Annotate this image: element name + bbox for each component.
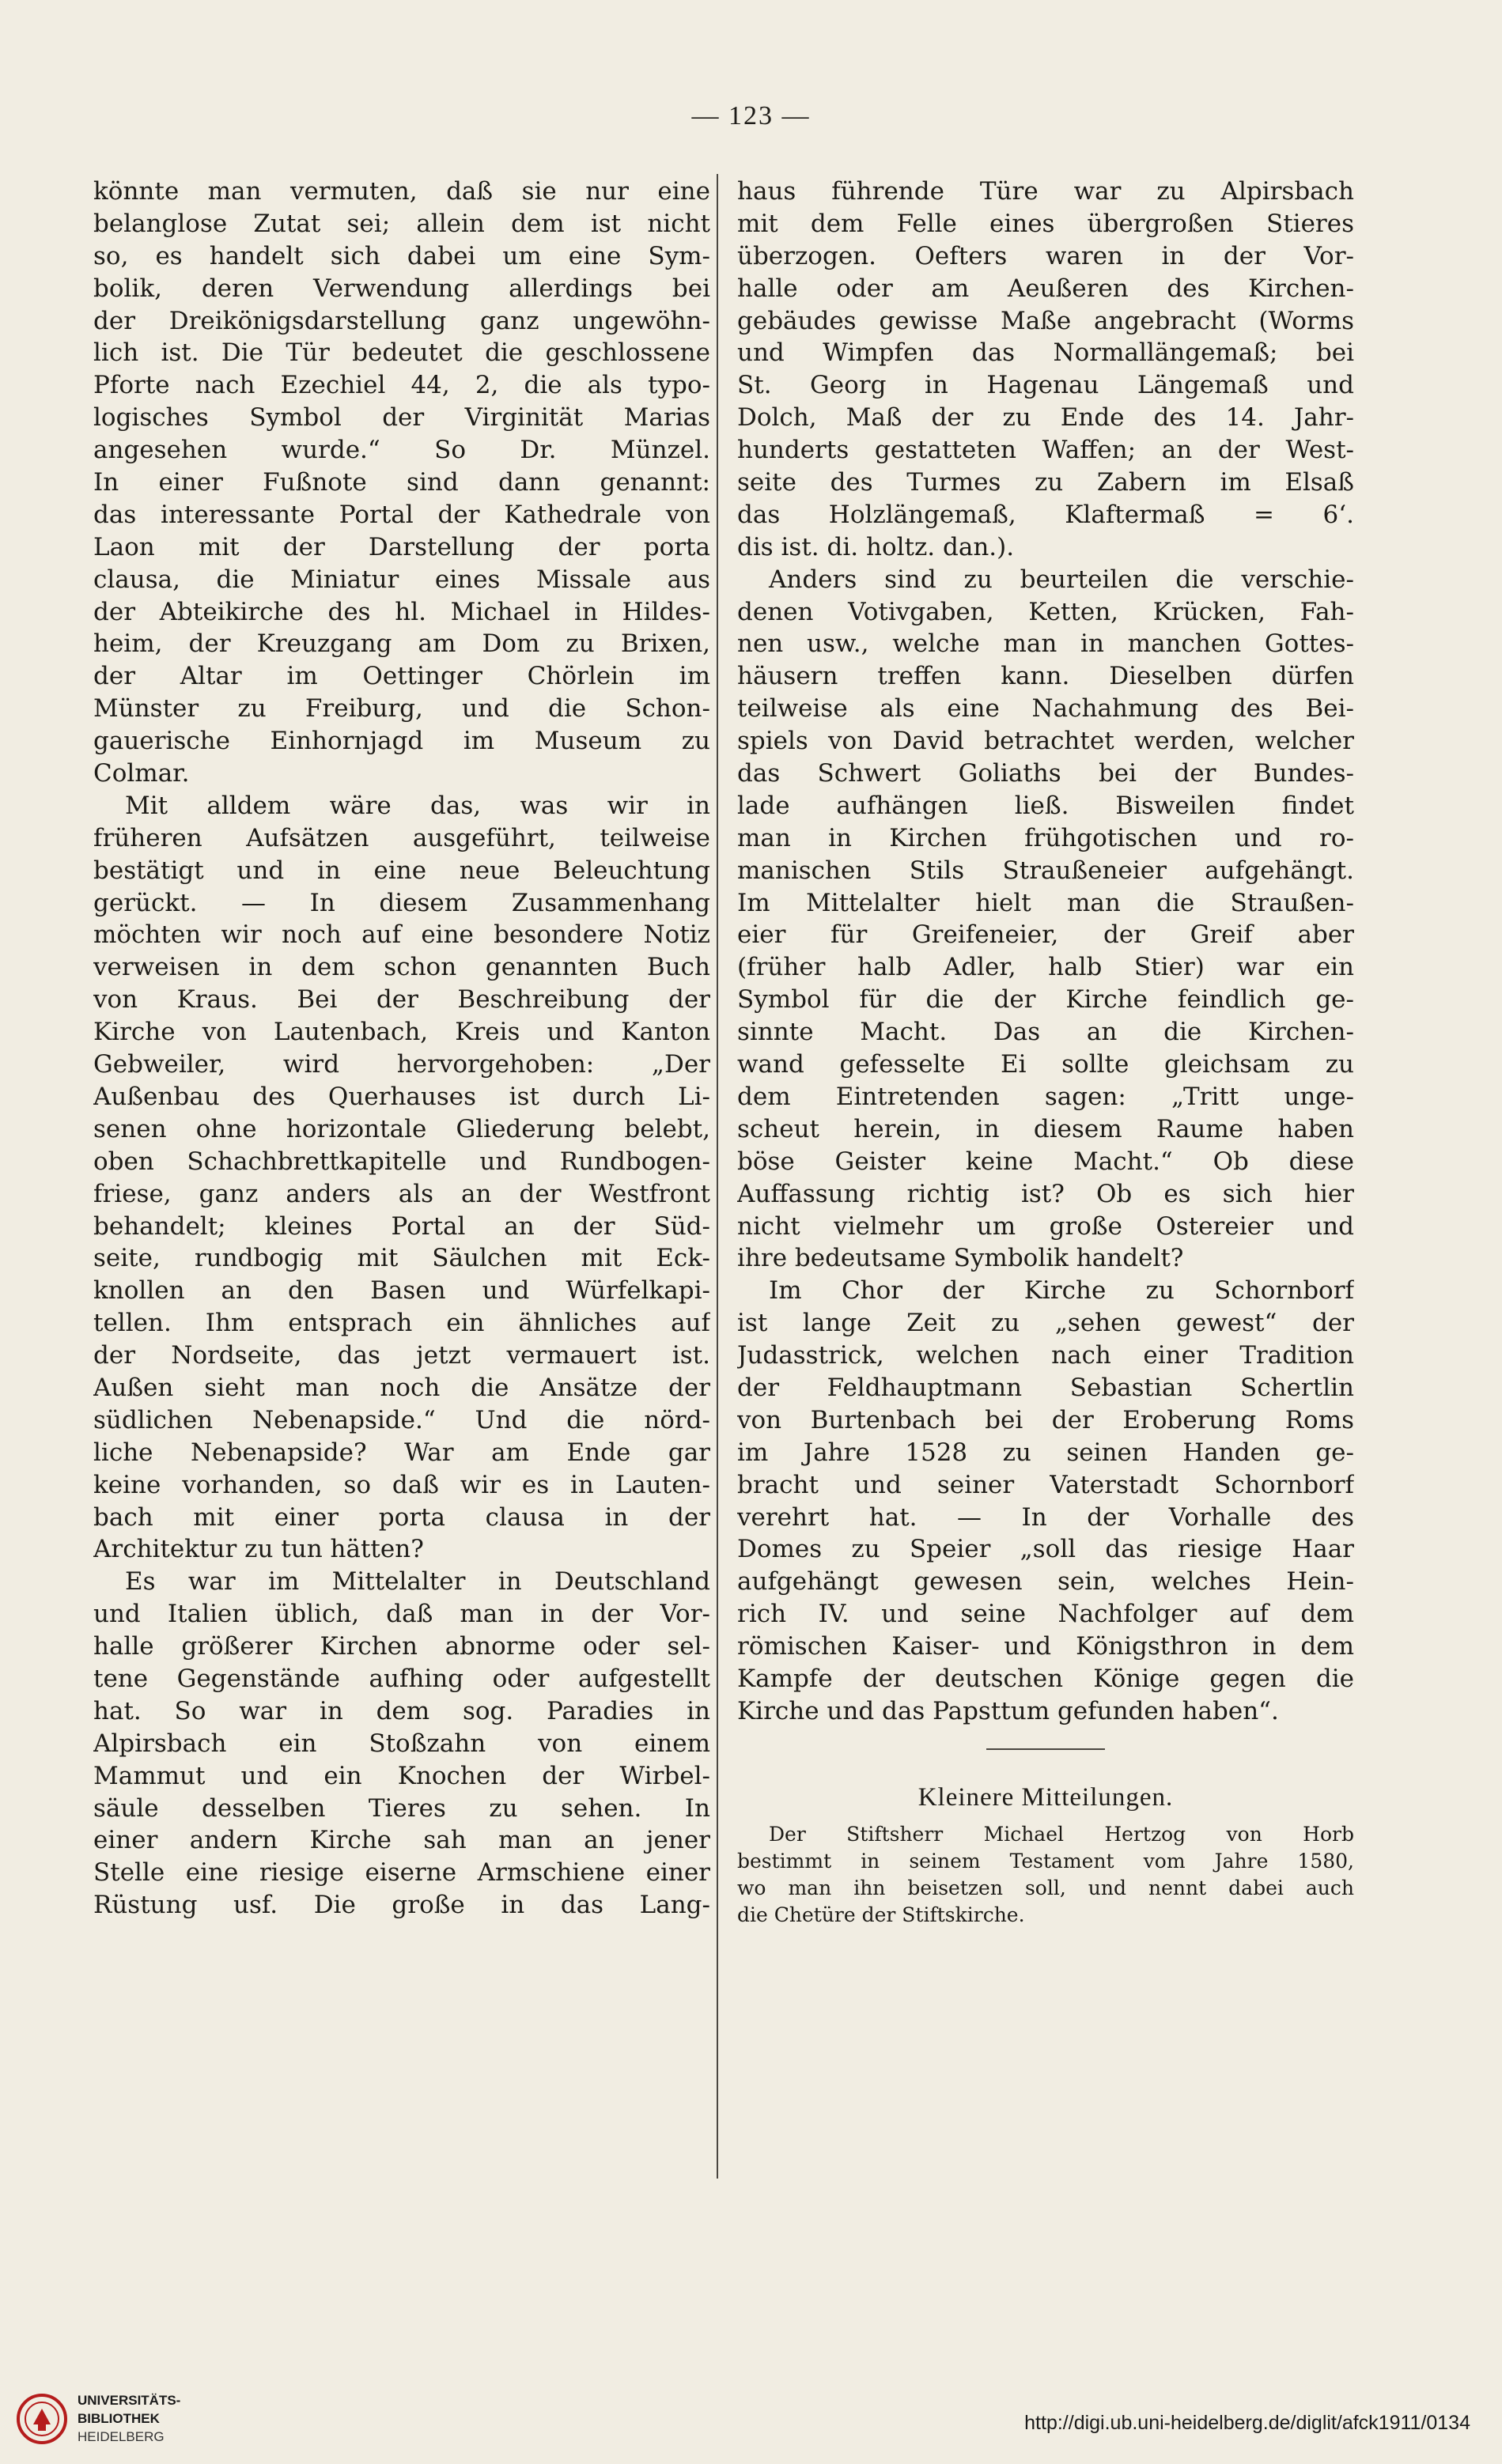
- logo-line-2: BIBLIOTHEK: [78, 2411, 160, 2426]
- text-line: mit dem Felle eines übergroßen Stieres: [737, 209, 1354, 238]
- text-line: der Abteikirche des hl. Michael in Hildes-: [93, 597, 710, 626]
- heading-rule: [986, 1748, 1105, 1750]
- text-line: böse Geister keine Macht.“ Ob diese: [737, 1147, 1354, 1176]
- text-line: St. Georg in Hagenau Längemaß und: [737, 371, 1354, 400]
- text-line: In einer Fußnote sind dann genannt:: [93, 468, 710, 497]
- text-line: Kirche und das Papsttum gefunden haben“.: [737, 1696, 1279, 1725]
- text-line: Münster zu Freiburg, und die Schon-: [93, 694, 710, 724]
- text-line: bestätigt und in eine neue Beleuchtung: [93, 856, 710, 885]
- text-line: so, es handelt sich dabei um eine Sym-: [93, 241, 710, 270]
- text-line: nen usw., welche man in manchen Gottes-: [737, 629, 1354, 659]
- library-seal-icon: [16, 2393, 68, 2445]
- text-line: angesehen wurde.“ So Dr. Münzel.: [93, 436, 710, 465]
- text-line: Symbol für die der Kirche feindlich ge-: [737, 985, 1354, 1015]
- text-line: seite des Turmes zu Zabern im Elsaß: [737, 468, 1354, 497]
- left-column: [93, 176, 710, 1922]
- text-line: man in Kirchen frühgotischen und ro-: [737, 823, 1354, 852]
- text-line: lade aufhängen ließ. Bisweilen findet: [737, 791, 1354, 820]
- note-line: wo man ihn beisetzen soll, und nennt dabei auch: [737, 1876, 1354, 1899]
- text-line: (früher halb Adler, halb Stier) war ein: [737, 953, 1354, 982]
- column-divider: [717, 174, 718, 2179]
- text-line: Alpirsbach ein Stoßzahn von einem: [93, 1729, 710, 1758]
- text-line: bolik, deren Verwendung allerdings bei: [93, 274, 710, 303]
- text-line: friese, ganz anders als an der Westfront: [93, 1179, 710, 1208]
- text-line: senen ohne horizontale Gliederung belebt,: [93, 1114, 710, 1143]
- text-line: gebäudes gewisse Maße angebracht (Worms: [737, 306, 1354, 335]
- text-line: seite, rundbogig mit Säulchen mit Eck-: [93, 1244, 710, 1273]
- text-line: halle größerer Kirchen abnorme oder sel-: [93, 1632, 710, 1661]
- text-line: haus führende Türe war zu Alpirsbach: [737, 177, 1354, 206]
- text-line: einer andern Kirche sah man an jener: [93, 1826, 710, 1855]
- text-line: der Nordseite, das jetzt vermauert ist.: [93, 1341, 710, 1370]
- text-line: Auffassung richtig ist? Ob es sich hier: [737, 1179, 1354, 1208]
- text-line: und Italien üblich, daß man in der Vor-: [93, 1600, 710, 1629]
- text-line: möchten wir noch auf eine besondere Notiz: [93, 920, 710, 950]
- text-line: ihre bedeutsame Symbolik handelt?: [737, 1244, 1184, 1273]
- source-url-link[interactable]: http://digi.ub.uni-heidelberg.de/diglit/afck1911/0134: [1024, 2412, 1470, 2434]
- text-line: verehrt hat. — In der Vorhalle des: [737, 1502, 1354, 1532]
- text-line: Architektur zu tun hätten?: [93, 1535, 424, 1564]
- text-line: belanglose Zutat sei; allein dem ist nicht: [93, 209, 710, 238]
- text-line: tellen. Ihm entsprach ein ähnliches auf: [93, 1309, 710, 1338]
- right-column: [737, 176, 1354, 1929]
- text-line: im Jahre 1528 zu seinen Handen ge-: [737, 1438, 1354, 1467]
- text-line: wand gefesselte Ei sollte gleichsam zu: [737, 1050, 1354, 1079]
- text-line: könnte man vermuten, daß sie nur eine: [93, 177, 710, 206]
- text-line: und Wimpfen das Normallängemaß; bei: [737, 338, 1354, 368]
- text-line: behandelt; kleines Portal an der Süd-: [93, 1211, 710, 1241]
- text-line: teilweise als eine Nachahmung des Bei-: [737, 694, 1354, 724]
- text-line: früheren Aufsätzen ausgeführt, teilweise: [93, 823, 710, 852]
- text-line: Außen sieht man noch die Ansätze der: [93, 1373, 710, 1402]
- text-line: tene Gegenstände aufhing oder aufgestellt: [93, 1664, 710, 1693]
- note-line: bestimmt in seinem Testament vom Jahre 1580,: [737, 1849, 1354, 1873]
- text-line: Pforte nach Ezechiel 44, 2, die als typo-: [93, 371, 710, 400]
- text-line: bracht und seiner Vaterstadt Schornborf: [737, 1470, 1354, 1499]
- text-line: Mammut und ein Knochen der Wirbel-: [93, 1761, 710, 1790]
- text-line: Anders sind zu beurteilen die verschie-: [769, 565, 1354, 594]
- university-library-logo: [16, 2385, 221, 2456]
- text-line: Colmar.: [93, 759, 190, 788]
- text-line: denen Votivgaben, Ketten, Krücken, Fah-: [737, 597, 1354, 626]
- text-line: Rüstung usf. Die große in das Lang-: [93, 1891, 710, 1920]
- text-line: Laon mit der Darstellung der porta: [93, 532, 710, 561]
- note-line: die Chetüre der Stiftskirche.: [737, 1903, 1025, 1926]
- text-line: der Altar im Oettinger Chörlein im: [93, 662, 710, 691]
- text-line: das interessante Portal der Kathedrale von: [93, 500, 710, 529]
- text-line: römischen Kaiser- und Königsthron in dem: [737, 1632, 1354, 1661]
- text-line: manischen Stils Straußeneier aufgehängt.: [737, 856, 1354, 885]
- text-line: Gebweiler, wird hervorgehoben: „Der: [93, 1050, 710, 1079]
- text-line: knollen an den Basen und Würfelkapi-: [93, 1276, 710, 1306]
- text-line: logisches Symbol der Virginität Marias: [93, 403, 710, 433]
- text-line: Kirche von Lautenbach, Kreis und Kanton: [93, 1018, 710, 1047]
- logo-line-1: UNIVERSITÄTS-: [78, 2393, 181, 2408]
- text-line: nicht vielmehr um große Ostereier und: [737, 1211, 1354, 1241]
- text-line: hunderts gestatteten Waffen; an der West-: [737, 436, 1354, 465]
- text-line: Domes zu Speier „soll das riesige Haar: [737, 1535, 1354, 1564]
- text-line: verweisen in dem schon genannten Buch: [93, 953, 710, 982]
- text-line: säule desselben Tieres zu sehen. In: [93, 1793, 710, 1823]
- text-line: überzogen. Oefters waren in der Vor-: [737, 241, 1354, 270]
- text-line: der Feldhauptmann Sebastian Schertlin: [737, 1373, 1354, 1402]
- text-line: Stelle eine riesige eiserne Armschiene einer: [93, 1858, 710, 1888]
- text-line: aufgehängt gewesen sein, welches Hein-: [737, 1567, 1354, 1597]
- section-heading: Kleinere Mitteilungen.: [917, 1782, 1174, 1812]
- text-line: hat. So war in dem sog. Paradies in: [93, 1696, 710, 1725]
- text-line: gauerische Einhornjagd im Museum zu: [93, 727, 710, 756]
- logo-line-3: HEIDELBERG: [78, 2429, 165, 2444]
- text-line: Judasstrick, welchen nach einer Tradition: [737, 1341, 1354, 1370]
- text-line: das Schwert Goliaths bei der Bundes-: [737, 759, 1354, 788]
- text-line: südlichen Nebenapside.“ Und die nörd-: [93, 1405, 710, 1434]
- text-line: spiels von David betrachtet werden, welcher: [737, 727, 1354, 756]
- text-line: sinnte Macht. Das an die Kirchen-: [737, 1018, 1354, 1047]
- text-line: bach mit einer porta clausa in der: [93, 1502, 710, 1532]
- text-line: Dolch, Maß der zu Ende des 14. Jahr-: [737, 403, 1354, 433]
- text-line: gerückt. — In diesem Zusammenhang: [93, 888, 710, 917]
- text-line: scheut herein, in diesem Raume haben: [737, 1114, 1354, 1143]
- text-line: eier für Greifeneier, der Greif aber: [737, 920, 1354, 950]
- text-line: der Dreikönigsdarstellung ganz ungewöhn-: [93, 306, 710, 335]
- text-line: Außenbau des Querhauses ist durch Li-: [93, 1082, 710, 1111]
- text-line: clausa, die Miniatur eines Missale aus: [93, 565, 710, 594]
- text-line: Mit alldem wäre das, was wir in: [125, 791, 710, 820]
- text-line: von Kraus. Bei der Beschreibung der: [93, 985, 710, 1015]
- text-line: dis ist. di. holtz. dan.).: [737, 532, 1015, 561]
- text-line: ist lange Zeit zu „sehen gewest“ der: [737, 1309, 1354, 1338]
- text-line: Es war im Mittelalter in Deutschland: [125, 1567, 710, 1597]
- text-line: halle oder am Aeußeren des Kirchen-: [737, 274, 1354, 303]
- text-line: Im Mittelalter hielt man die Straußen-: [737, 888, 1354, 917]
- text-line: Kampfe der deutschen Könige gegen die: [737, 1664, 1354, 1693]
- text-line: heim, der Kreuzgang am Dom zu Brixen,: [93, 629, 710, 659]
- text-line: Im Chor der Kirche zu Schornborf: [769, 1276, 1354, 1306]
- text-line: rich IV. und seine Nachfolger auf dem: [737, 1600, 1354, 1629]
- text-line: häusern treffen kann. Dieselben dürfen: [737, 662, 1354, 691]
- text-line: dem Eintretenden sagen: „Tritt unge-: [737, 1082, 1354, 1111]
- text-line: liche Nebenapside? War am Ende gar: [93, 1438, 710, 1467]
- page-number: — 123 —: [691, 101, 811, 130]
- text-line: keine vorhanden, so daß wir es in Lauten-: [93, 1470, 710, 1499]
- note-line: Der Stiftsherr Michael Hertzog von Horb: [769, 1822, 1354, 1846]
- text-line: von Burtenbach bei der Eroberung Roms: [737, 1405, 1354, 1434]
- text-line: oben Schachbrettkapitelle und Rundbogen-: [93, 1147, 710, 1176]
- text-line: lich ist. Die Tür bedeutet die geschlossene: [93, 338, 710, 368]
- text-line: das Holzlängemaß, Klaftermaß = 6‘.: [737, 500, 1354, 529]
